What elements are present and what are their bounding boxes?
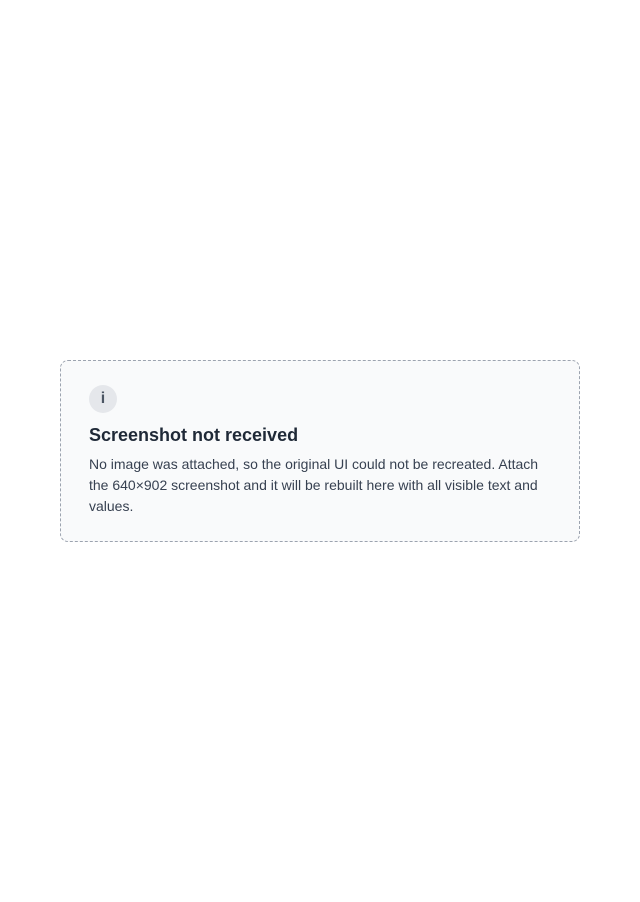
notice-title: Screenshot not received xyxy=(89,425,299,445)
info-icon: i xyxy=(89,385,117,413)
missing-image-notice xyxy=(60,360,580,542)
notice-body: No image was attached, so the original UI could not be recreated. Attach the 640×902 screenshot and it will be rebuilt here with all visible text and values. xyxy=(89,456,539,514)
